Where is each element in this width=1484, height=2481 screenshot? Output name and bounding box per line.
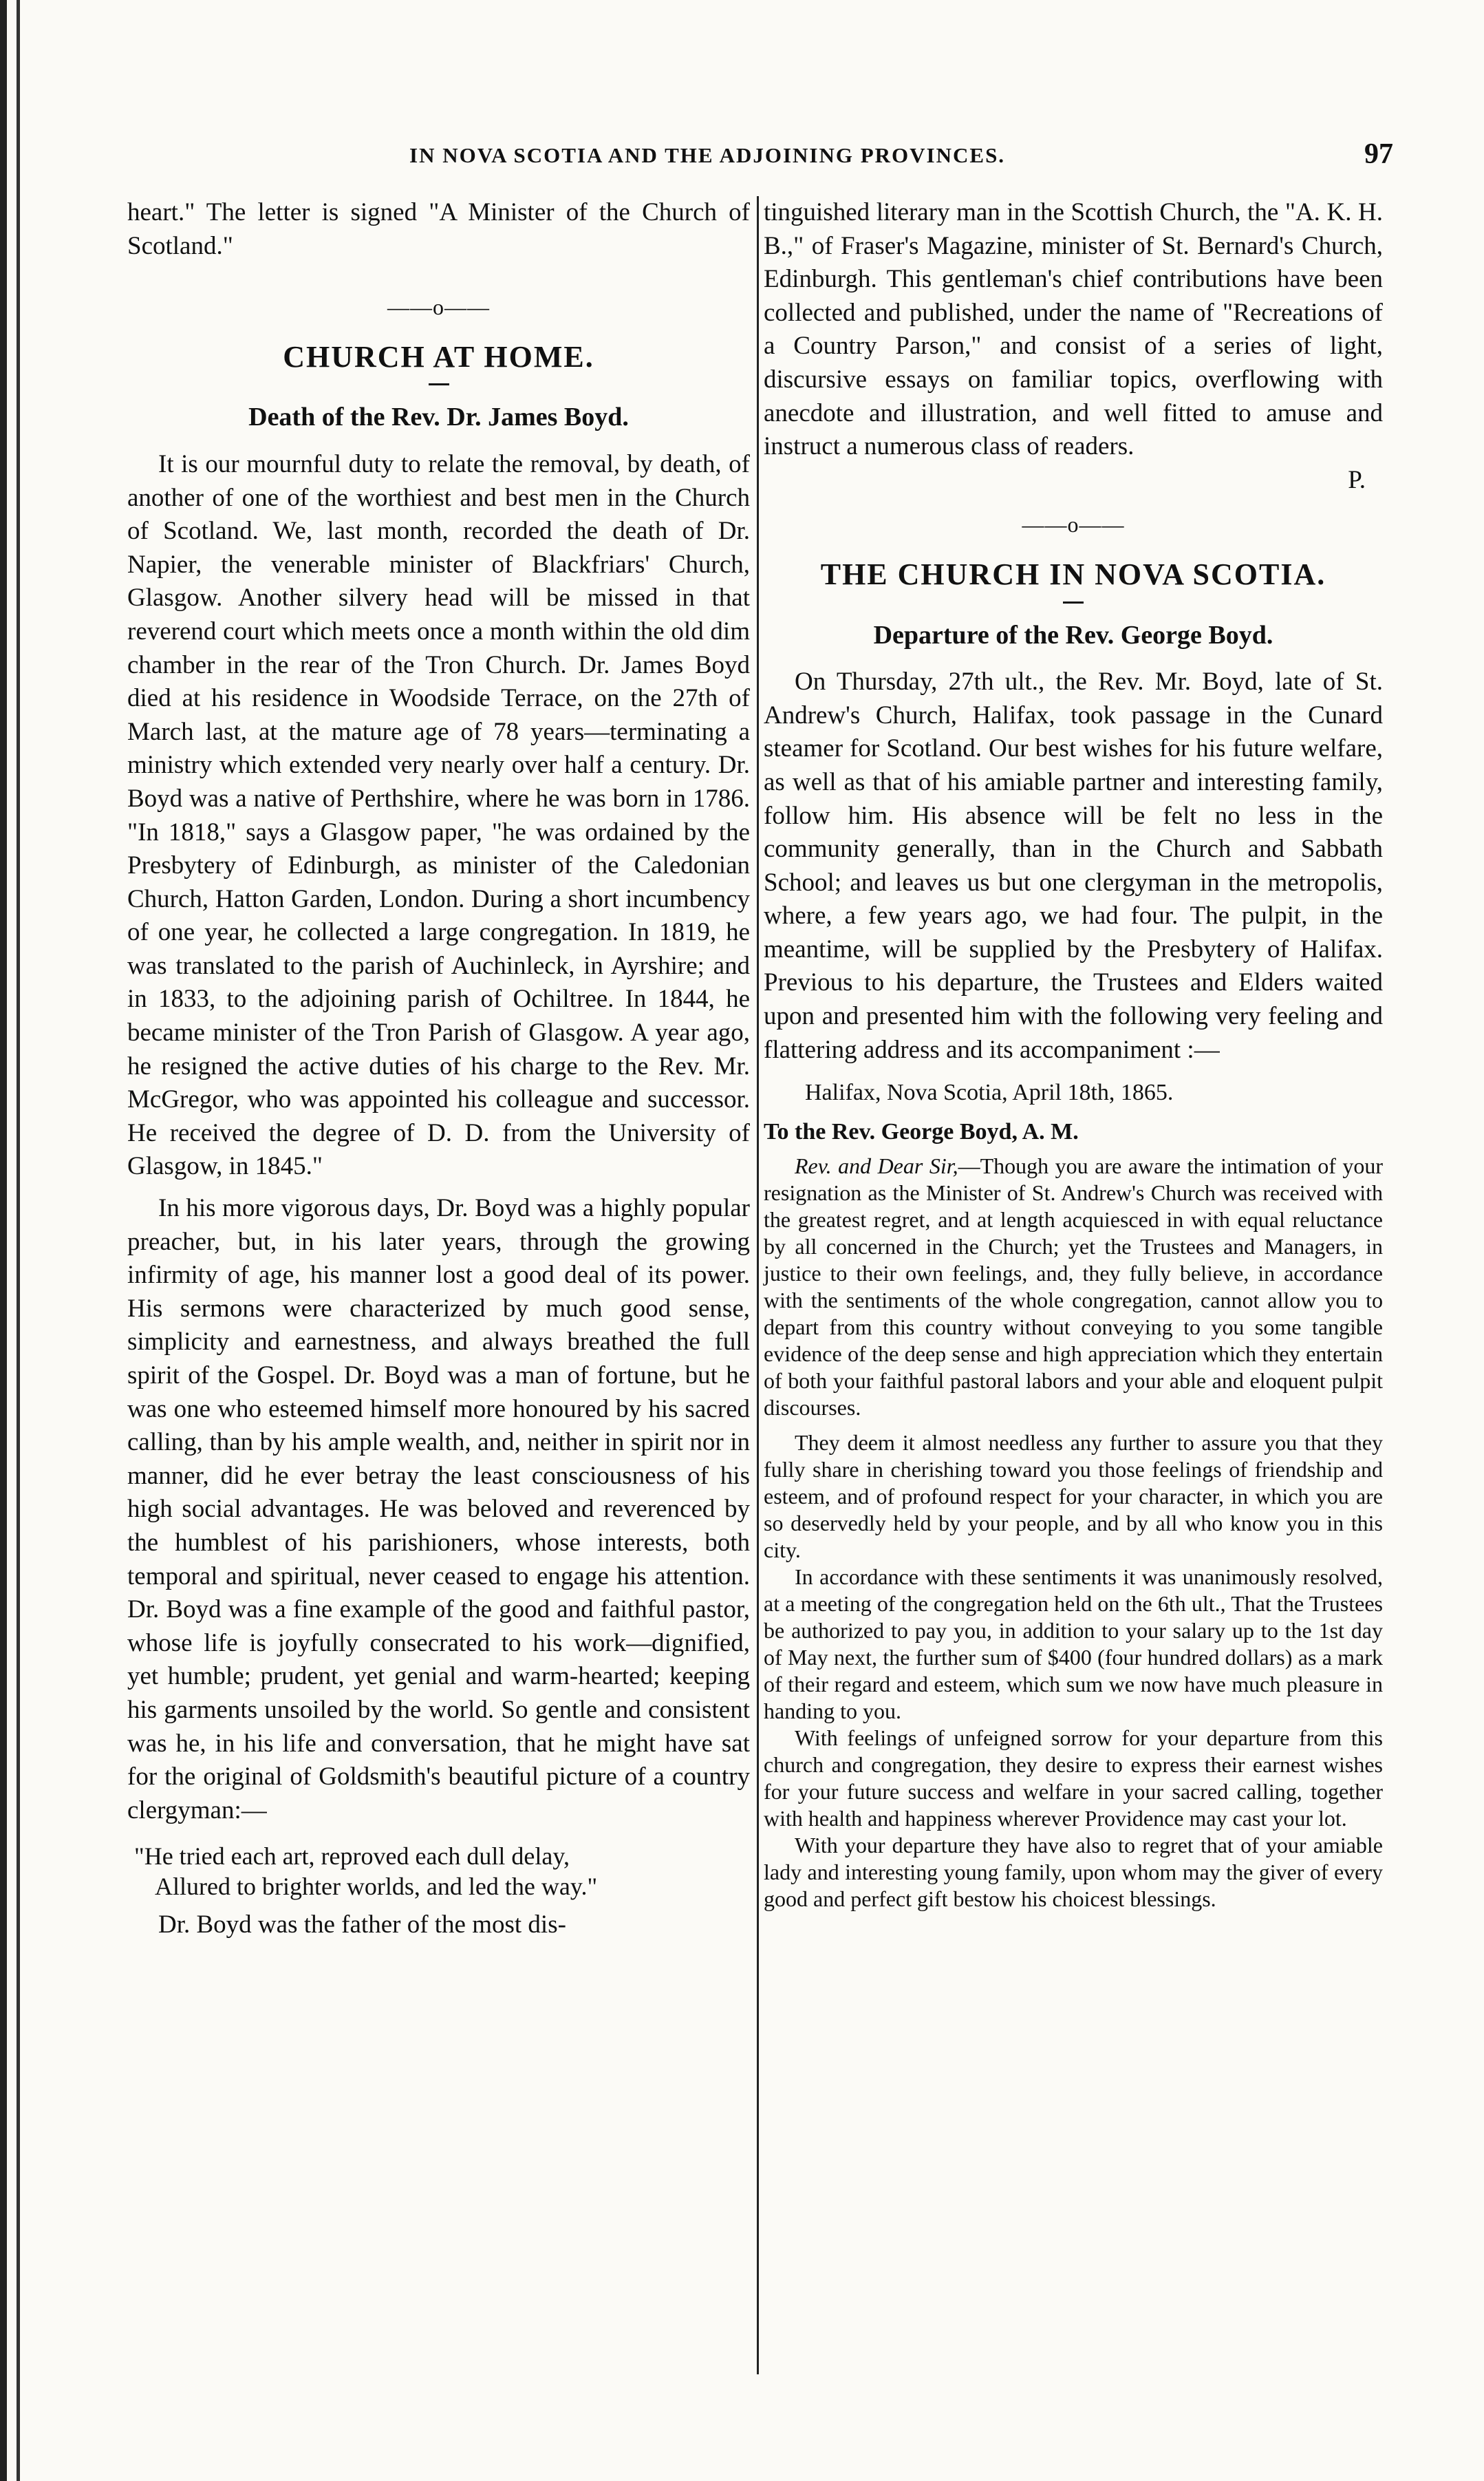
signature: P.	[1348, 465, 1366, 494]
continued-paragraph: tinguished literary man in the Scottish Church, the "A. K. H. B.," of Fraser's Magazine, minister of St. Bernard's Church, Edinburgh. This gentleman's chief contributions have been collected and published, under the name of "Recreations of a Country Parson," and consist of a series of light, discursive essays on familiar topics, overflowing with anecdote and illustration, and well fitted to amuse and instruct a numerous class of readers.	[764, 198, 1383, 461]
section-title-church-at-home: CHURCH AT HOME.	[283, 339, 594, 374]
address-paragraph: In accordance with these sentiments it was unanimously resolved, at a meeting of the congregation held on the 6th ult., That the Trustees be authorized to pay you, in addition to your salary up to the 1st day of May next, the further sum of $400 (four hundred dollars) as a mark of their regard and esteem, which sum we now have much pleasure in handing to you.	[764, 1564, 1383, 1724]
running-head	[127, 138, 1393, 179]
continued-paragraph: heart." The letter is signed "A Minister of the Church of Scotland."	[127, 198, 750, 260]
quoted-verse	[127, 1841, 750, 1902]
section-title-church-in-nova-scotia: THE CHURCH IN NOVA SCOTIA.	[820, 557, 1326, 591]
scan-edge-line	[17, 0, 20, 2481]
address-paragraph: With your departure they have also to regret that of your amiable lady and interesting young family, upon whom may the giver of every good and perfect gift bestow his choicest blessings.	[764, 1833, 1383, 1912]
scan-edge	[0, 0, 7, 2481]
paragraph: It is our mournful duty to relate the removal, by death, of another of one of the worthiest and best men in the Church of Scotland. We, last month, recorded the death of Dr. Napier, the venerable minister of Blackfriars' Church, Glasgow. Another silvery head will be missed in that reverend court which meets once a month within the old dim chamber in the rear of the Tron Church. Dr. James Boyd died at his residence in Woodside Terrace, on the 27th of March last, at the mature age of 78 years—terminating a ministry which extended very nearly over half a century. Dr. Boyd was a native of Perthshire, where he was born in 1786. "In 1818," says a Glasgow paper, "he was ordained by the Presbytery of Edinburgh, as minister of the Caledonian Church, Hatton Garden, London. During a short incumbency of one year, he collected a large congregation. In 1819, he was translated to the parish of Auchinleck, in Ayrshire; and in 1833, to the adjoining parish of Ochiltree. In 1844, he became minister of the Tron Parish of Glasgow. A year ago, he resigned the active duties of his charge to the Rev. Mr. McGregor, who was appointed his colleague and successor. He received the degree of D. D. from the University of Glasgow, in 1845."	[127, 449, 750, 1181]
title-dash	[1063, 601, 1084, 604]
address-paragraph: With feelings of unfeigned sorrow for your departure from this church and congregation, they desire to express their earnest wishes for your future success and welfare in your sacred calling, together with health and happiness wherever Providence may cast your lot.	[764, 1725, 1383, 1831]
page-number: 97	[1364, 138, 1393, 170]
right-column	[764, 196, 1383, 1913]
paragraph: On Thursday, 27th ult., the Rev. Mr. Boyd, late of St. Andrew's Church, Halifax, took passage in the Cunard steamer for Scotland. Our best wishes for his future welfare, as well as that of his amiable partner and interesting family, follow him. His absence will be felt no less in the community generally, than in the Church and Sabbath School; and leaves us but one clergyman in the metropolis, where, a few years ago, we had four. The pulpit, in the meantime, will be supplied by the Presbytery of Halifax. Previous to his departure, the Trustees and Elders waited upon and presented him with the following very feeling and flattering address and its accompaniment :—	[764, 668, 1383, 1064]
salutation: Rev. and Dear Sir,	[795, 1153, 958, 1179]
verse-line: "He tried each art, reproved each dull delay,	[134, 1842, 570, 1871]
paragraph: In his more vigorous days, Dr. Boyd was a highly popular preacher, but, in his later years, through the growing infirmity of age, his manner lost a good deal of its power. His sermons were characterized by much good sense, simplicity and earnestness, and always breathed the full spirit of the Gospel. Dr. Boyd was a man of fortune, but he was one who esteemed himself more honoured by his sacred calling, than by his ample wealth, and, neither in spirit nor in manner, did he ever betray the least consciousness of his high social advantages. He was beloved and reverenced by the humblest of his parishioners, whose interests, both temporal and spiritual, never ceased to engage his attention. Dr. Boyd was a fine example of the good and faithful pastor, whose life is joyfully consecrated to his work—dignified, yet humble; prudent, yet genial and warm-hearted; keeping his garments unsoiled by the world. So gentle and consistent was he, in his life and conversation, that he might have sat for the original of Goldsmith's beautiful picture of a country clergyman:—	[127, 1194, 750, 1824]
left-column	[127, 196, 750, 1942]
dateline: Halifax, Nova Scotia, April 18th, 1865.	[805, 1080, 1174, 1106]
addressee: To the Rev. George Boyd, A. M.	[764, 1118, 1079, 1144]
verse-line: Allured to brighter worlds, and led the way."	[155, 1873, 598, 1901]
separator: ——o——	[387, 295, 490, 320]
title-dash	[429, 383, 449, 385]
address-text: —Though you are aware the intimation of your resignation as the Minister of St. Andrew's Church was received with the greatest regret, and at length acquiesced in with equal reluctance by all concerned in the Church; yet the Trustees and Managers, in justice to their own feelings, and, they fully believe, in accordance with the sentiments of the whole congregation, cannot allow you to depart from this country without conveying to you some tangible evidence of the deep sense and high appreciation which they entertain of both your faithful pastoral labors and your able and eloquent pulpit discourses.	[764, 1153, 1384, 1420]
address-paragraph: They deem it almost needless any further to assure you that they fully share in cherishing toward you those feelings of friendship and esteem, and of profound respect for your character, in which you are so deservedly held by your people, and by all who know you in this city.	[764, 1430, 1383, 1563]
column-divider	[757, 196, 759, 2374]
subhead-departure-of-boyd: Departure of the Rev. George Boyd.	[873, 620, 1273, 650]
running-title: IN NOVA SCOTIA AND THE ADJOINING PROVINCES.	[409, 143, 1006, 167]
address-paragraph	[764, 1153, 1383, 1421]
subhead-death-of-boyd: Death of the Rev. Dr. James Boyd.	[248, 403, 629, 432]
separator: ——o——	[1022, 512, 1125, 537]
paragraph: Dr. Boyd was the father of the most dis-	[158, 1910, 566, 1939]
